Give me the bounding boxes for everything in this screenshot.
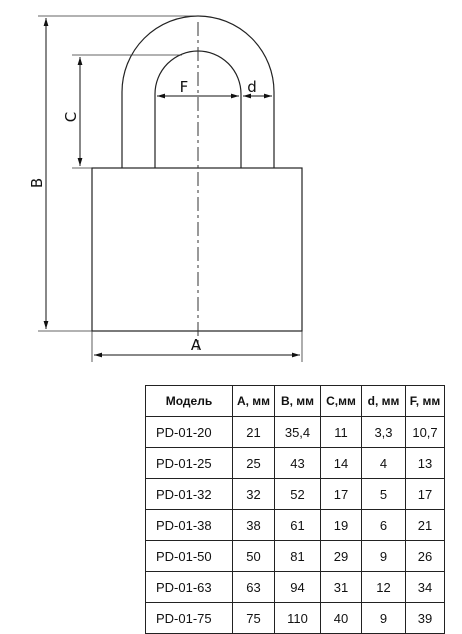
table-row [146,603,445,634]
cell-f: 10,7 [406,417,445,448]
cell-model: PD-01-75 [146,603,233,634]
label-d: d [247,78,257,96]
label-f: F [179,78,189,96]
cell-f: 13 [406,448,445,479]
table-row [146,510,445,541]
cell-a: 25 [233,448,275,479]
cell-c: 31 [321,572,362,603]
cell-d: 6 [362,510,406,541]
cell-b: 81 [275,541,321,572]
table-row [146,417,445,448]
table-row [146,479,445,510]
cell-f: 34 [406,572,445,603]
cell-model: PD-01-20 [146,417,233,448]
header-model: Модель [146,386,233,417]
cell-b: 52 [275,479,321,510]
cell-b: 35,4 [275,417,321,448]
label-c: C [62,111,80,123]
cell-f: 17 [406,479,445,510]
header-f: F, мм [406,386,445,417]
table-row [146,541,445,572]
cell-b: 110 [275,603,321,634]
specification-table [145,385,445,634]
header-c: C,мм [321,386,362,417]
cell-d: 5 [362,479,406,510]
cell-d: 4 [362,448,406,479]
cell-model: PD-01-25 [146,448,233,479]
label-b: B [28,177,46,189]
cell-f: 26 [406,541,445,572]
padlock-body [92,168,302,331]
cell-d: 9 [362,541,406,572]
cell-d: 12 [362,572,406,603]
header-a: A, мм [233,386,275,417]
cell-b: 61 [275,510,321,541]
cell-a: 63 [233,572,275,603]
cell-c: 40 [321,603,362,634]
cell-model: PD-01-50 [146,541,233,572]
table-row [146,572,445,603]
cell-model: PD-01-38 [146,510,233,541]
cell-c: 11 [321,417,362,448]
cell-d: 3,3 [362,417,406,448]
cell-c: 14 [321,448,362,479]
table-header-row [146,386,445,417]
header-b: B, мм [275,386,321,417]
cell-a: 38 [233,510,275,541]
label-a: A [190,336,202,354]
header-d: d, мм [362,386,406,417]
cell-model: PD-01-32 [146,479,233,510]
cell-f: 21 [406,510,445,541]
cell-c: 19 [321,510,362,541]
cell-a: 50 [233,541,275,572]
cell-c: 29 [321,541,362,572]
cell-model: PD-01-63 [146,572,233,603]
cell-a: 32 [233,479,275,510]
cell-f: 39 [406,603,445,634]
table-row [146,448,445,479]
cell-b: 94 [275,572,321,603]
cell-c: 17 [321,479,362,510]
cell-d: 9 [362,603,406,634]
cell-a: 21 [233,417,275,448]
cell-a: 75 [233,603,275,634]
cell-b: 43 [275,448,321,479]
